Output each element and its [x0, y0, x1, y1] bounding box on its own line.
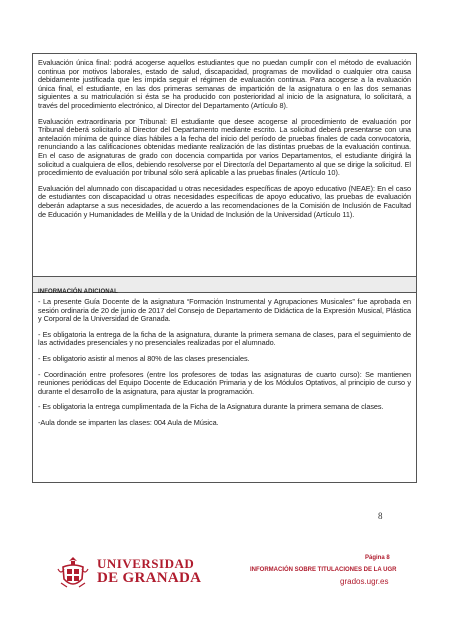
page-number: 8 — [378, 511, 383, 521]
footer-page-label: Página 8 — [365, 555, 390, 561]
footer — [0, 540, 450, 636]
paragraph-ficha-cumplimentada: - Es obligatoria la entrega cumplimentada de la Ficha de la Asignatura durante la primera semana de clases. — [38, 402, 384, 412]
paragraph-evaluacion-unica: Evaluación única final: podrá acogerse aquellos estudiantes que no puedan cumplir con el método de evaluación continua por motivos laborales, estado de salud, discapacidad, programas de movilidad o cualquier otra causa debidamente justificada que les impida seguir el régimen de evaluación continua. Para acogerse a la evaluación única final, el estudiante, en las dos primeras semanas de impartición de la asignatura o en las dos semanas siguientes a su matriculación si ésta se ha producido con posterioridad al inicio de la asignatura, lo solicitará, a través del procedimiento electrónico, al Director del Departamento (Artículo 8). — [38, 58, 411, 110]
content-box — [32, 53, 417, 483]
paragraph-aula: -Aula donde se imparten las clases: 004 Aula de Música. — [38, 417, 219, 427]
university-name-line1: UNIVERSIDAD — [97, 556, 195, 571]
additional-info-heading-bar — [33, 277, 416, 293]
university-logotype — [97, 556, 201, 586]
additional-info-heading: INFORMACIÓN ADICIONAL — [38, 289, 118, 295]
university-crest-icon — [55, 555, 91, 591]
evaluation-section — [33, 54, 416, 277]
additional-info-section — [33, 293, 416, 435]
paragraph-asistencia: - Es obligatorio asistir al menos al 80% de las clases presenciales. — [38, 353, 250, 363]
paragraph-ficha-entrega: - Es obligatoria la entrega de la ficha de la asignatura, durante la primera semana de clases, para el seguimiento de las actividades presenciales y no presenciales realizadas por el alumnado. — [38, 329, 411, 348]
paragraph-guia-aprobada: - La presente Guía Docente de la asignatura “Formación Instrumental y Agrupaciones Musicales” fue aprobada en sesión ordinaria de 20 de junio de 2017 del Consejo de Departamento de Didáctica de la Expresión Musical, Plástica y Corporal de la Universidad de Granada. — [38, 297, 411, 324]
paragraph-evaluacion-neae: Evaluación del alumnado con discapacidad u otras necesidades específicas de apoyo educativo (NEAE): En el caso de estudiantes con discapacidad u otras necesidades específicas de apoyo educativo, las pruebas de evaluación deberán adaptarse a sus necesidades, de acuerdo a las recomendaciones de la Comisión de Inclusión de Facultad de Educación y Humanidades de Melilla y de la Unidad de Inclusión de la Universidad (Artículo 11). — [38, 183, 411, 219]
footer-website-link[interactable]: grados.ugr.es — [340, 577, 389, 586]
footer-info-label: INFORMACIÓN SOBRE TITULACIONES DE LA UGR — [250, 567, 397, 573]
paragraph-coordinacion: - Coordinación entre profesores (entre los profesores de todas las asignaturas de cuarto curso): Se mantienen reuniones periódicas del Equipo Docente de Educación Primaria y de los Módulos Optativos, al principio de curso y durante el desarrollo de la asignatura, para ajustar la programación. — [38, 369, 411, 396]
paragraph-evaluacion-extraordinaria: Evaluación extraordinaria por Tribunal: El estudiante que desee acogerse al procedimiento de evaluación por Tribunal deberá solicitarlo al Director del Departamento mediante escrito. La solicitud deberá presentarse con una antelación mínima de quince días hábiles a la fecha del inicio del período de pruebas finales de cada convocatoria, renunciando a las calificaciones obtenidas mediante realización de las distintas pruebas de la evaluación continua. En el caso de asignaturas de grado con docencia compartida por varios Departamentos, el estudiante dirigirá la solicitud a cualquiera de ellos, debiendo resolverse por el Director/a del Departamento al que se dirige la solicitud. El procedimiento de evaluación por tribunal sólo será aplicable a las pruebas finales (Artículo 10). — [38, 116, 411, 178]
university-name-line2: DE GRANADA — [97, 570, 202, 586]
